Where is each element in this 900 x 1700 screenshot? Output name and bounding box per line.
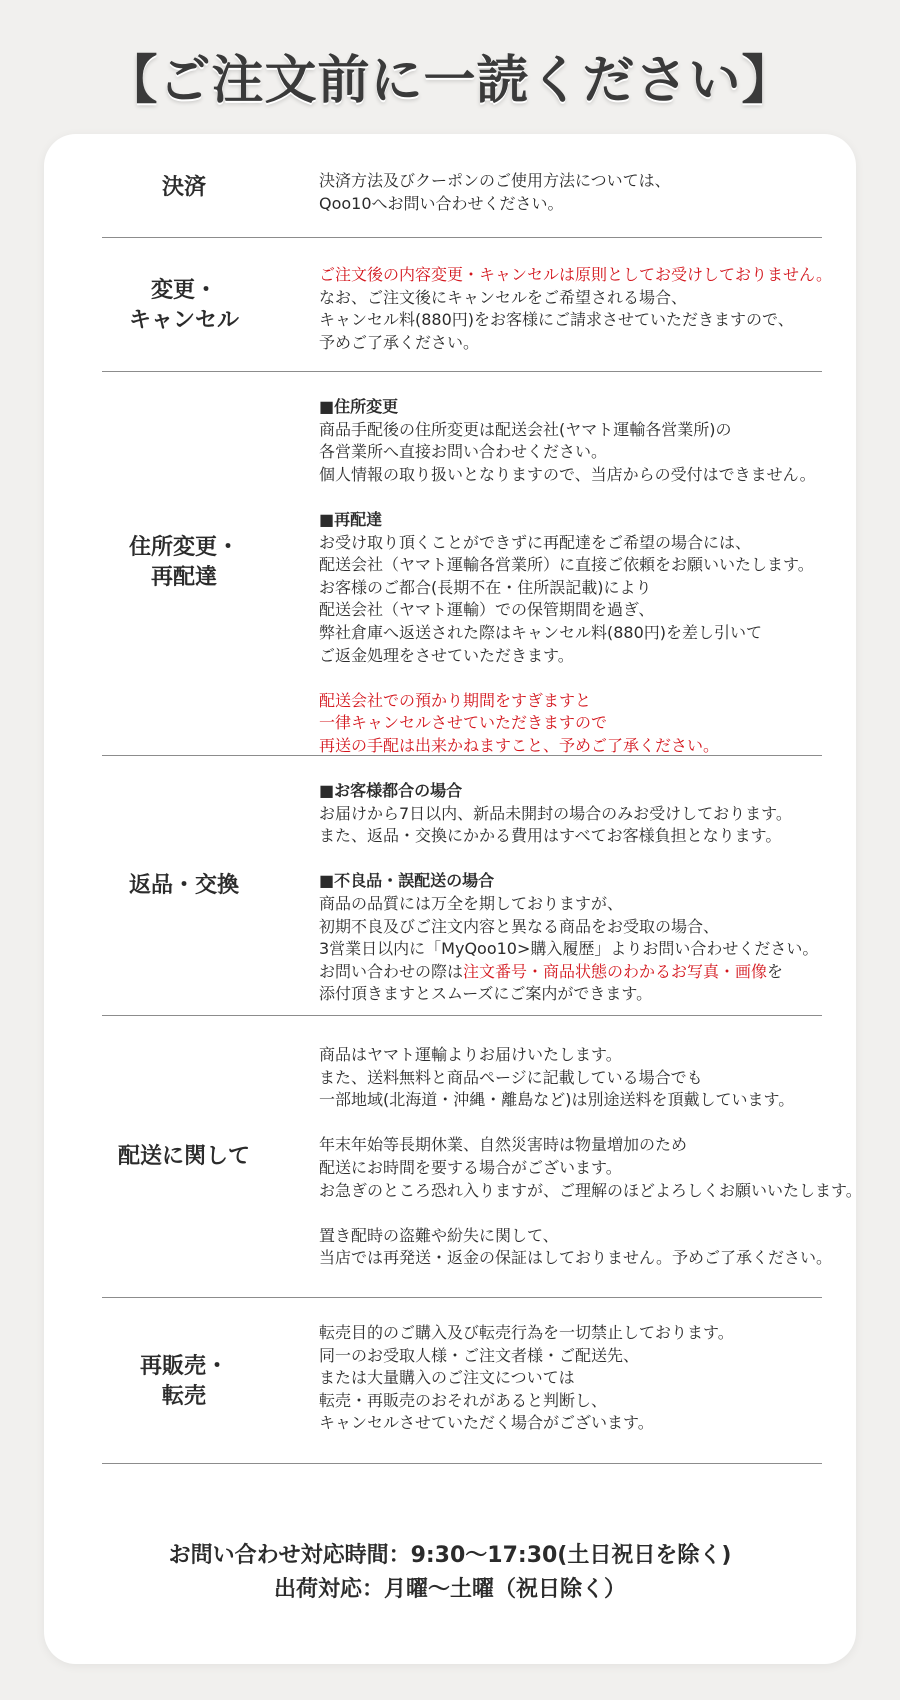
page-title: 【ご注文前に一読ください】 bbox=[105, 51, 795, 111]
spacer bbox=[319, 1202, 879, 1225]
body-line: 決済方法及びクーポンのご使用方法については、 bbox=[319, 171, 671, 190]
subheading: ■不良品・誤配送の場合 bbox=[319, 871, 495, 891]
section-label bbox=[102, 871, 266, 901]
label-line: 配送に関して bbox=[117, 1144, 250, 1169]
label-line: 再販売・ bbox=[139, 1354, 228, 1379]
notice-red-text: 注文番号・商品状態のわかるお写真・画像 bbox=[463, 961, 768, 981]
body-line: お受け取り頂くことができずに再配達をご希望の場合には、 bbox=[319, 532, 752, 552]
subheading: ■再配達 bbox=[319, 509, 383, 529]
body-line: また、送料無料と商品ページに記載している場合でも bbox=[319, 1067, 703, 1087]
section-label bbox=[102, 1352, 266, 1412]
section-change bbox=[102, 238, 832, 372]
body-line: 配送にお時間を要する場合がございます。 bbox=[319, 1157, 622, 1177]
body-line: なお、ご注文後にキャンセルをご希望される場合、 bbox=[319, 287, 688, 307]
body-line: 当店では再発送・返金の保証はしておりません。予めご了承ください。 bbox=[319, 1248, 832, 1268]
body-line: お急ぎのところ恐れ入りますが、ご理解のほどよろしくお願いいたします。 bbox=[319, 1180, 862, 1200]
subheading: ■住所変更 bbox=[319, 397, 399, 416]
body-line: お届けから7日以内、新品未開封の場合のみお受けしております。 bbox=[319, 803, 792, 823]
spacer bbox=[319, 667, 879, 690]
body-line: 置き配時の盗難や紛失に関して、 bbox=[319, 1225, 559, 1245]
body-line: 弊社倉庫へ返送された際はキャンセル料(880円)を差し引いて bbox=[319, 622, 763, 642]
label-line: 決済 bbox=[161, 175, 206, 200]
label-line: 転売 bbox=[161, 1384, 206, 1409]
contact-hours: お問い合わせ対応時間：9:30〜17:30(土日祝日を除く) bbox=[168, 1543, 732, 1568]
label-line: 変更・ bbox=[150, 278, 217, 303]
text: お問い合わせの際は bbox=[319, 961, 464, 981]
body-line: 配送会社（ヤマト運輸各営業所）に直接ご依頼をお願いいたします。 bbox=[319, 555, 814, 575]
body-line: 商品手配後の住所変更は配送会社(ヤマト運輸各営業所)の bbox=[319, 419, 732, 439]
body-line: お客様のご都合(長期不在・住所誤記載)により bbox=[319, 577, 652, 597]
body-line: 一部地域(北海道・沖縄・離島など)は別途送料を頂戴しています。 bbox=[319, 1090, 795, 1110]
section-label bbox=[102, 533, 266, 593]
body-line: 3営業日以内に「MyQoo10>購入履歴」よりお問い合わせください。 bbox=[319, 939, 819, 959]
body-line: Qoo10へお問い合わせください。 bbox=[319, 193, 564, 213]
body-line: また、返品・交換にかかる費用はすべてお客様負担となります。 bbox=[319, 826, 782, 846]
section-body bbox=[319, 1322, 879, 1435]
section-body bbox=[319, 1044, 879, 1270]
section-returns bbox=[102, 756, 822, 1016]
notice-red-line: ご注文後の内容変更・キャンセルは原則としてお受けしておりません。 bbox=[319, 265, 832, 284]
body-line: 同一のお受取人様・ご注文者様・ご配送先、 bbox=[319, 1345, 640, 1365]
section-body bbox=[319, 170, 879, 215]
body-line: 転売・再販売のおそれがあると判断し、 bbox=[319, 1390, 608, 1410]
spacer bbox=[319, 1112, 879, 1135]
subheading: ■お客様都合の場合 bbox=[319, 781, 463, 800]
shipping-days: 出荷対応：月曜〜土曜（祝日除く） bbox=[273, 1577, 626, 1602]
body-line: 商品はヤマト運輸よりお届けいたします。 bbox=[319, 1045, 622, 1064]
body-line: 予めご了承ください。 bbox=[319, 332, 480, 352]
notice-red-line: 配送会社での預かり期間をすぎますと bbox=[319, 690, 592, 710]
body-line: 配送会社（ヤマト運輸）での保管期間を過ぎ、 bbox=[319, 600, 655, 620]
label-line: キャンセル bbox=[128, 308, 239, 333]
section-body bbox=[319, 780, 879, 1006]
body-line: 添付頂きますとスムーズにご案内ができます。 bbox=[319, 984, 653, 1004]
text: を bbox=[767, 961, 784, 981]
spacer bbox=[319, 848, 879, 871]
notice-card bbox=[44, 134, 862, 1664]
spacer bbox=[319, 486, 879, 509]
section-label bbox=[94, 1142, 274, 1172]
section-body bbox=[319, 396, 879, 758]
notice-red-line: 再送の手配は出来かねますこと、予めご了承ください。 bbox=[319, 735, 720, 755]
body-line: または大量購入のご注文については bbox=[319, 1368, 575, 1388]
section-label bbox=[102, 173, 266, 203]
body-line: 転売目的のご購入及び転売行為を一切禁止しております。 bbox=[319, 1323, 734, 1342]
section-shipping bbox=[102, 1016, 862, 1298]
body-line-mixed bbox=[319, 961, 879, 984]
contact-footer bbox=[44, 1539, 856, 1607]
body-line: 初期不良及びご注文内容と異なる商品をお受取の場合、 bbox=[319, 916, 720, 936]
label-line: 返品・交換 bbox=[128, 873, 239, 898]
label-line: 再配達 bbox=[150, 565, 217, 590]
notice-red-line: 一律キャンセルさせていただきますので bbox=[319, 713, 608, 733]
body-line: ご返金処理をさせていただきます。 bbox=[319, 645, 574, 665]
section-resale bbox=[102, 1298, 822, 1464]
body-line: キャンセルさせていただく場合がございます。 bbox=[319, 1413, 654, 1433]
body-line: 個人情報の取り扱いとなりますので、当店からの受付はできません。 bbox=[319, 464, 816, 484]
body-line: 年末年始等長期休業、自然災害時は物量増加のため bbox=[319, 1135, 688, 1155]
label-line: 住所変更・ bbox=[128, 535, 239, 560]
section-address bbox=[102, 372, 822, 756]
body-line: 各営業所へ直接お問い合わせください。 bbox=[319, 442, 608, 462]
section-payment bbox=[102, 134, 822, 238]
section-body bbox=[319, 264, 879, 354]
body-line: 商品の品質には万全を期しておりますが、 bbox=[319, 893, 624, 913]
body-line: キャンセル料(880円)をお客様にご請求させていただきますので、 bbox=[319, 310, 794, 330]
section-label bbox=[102, 276, 266, 336]
